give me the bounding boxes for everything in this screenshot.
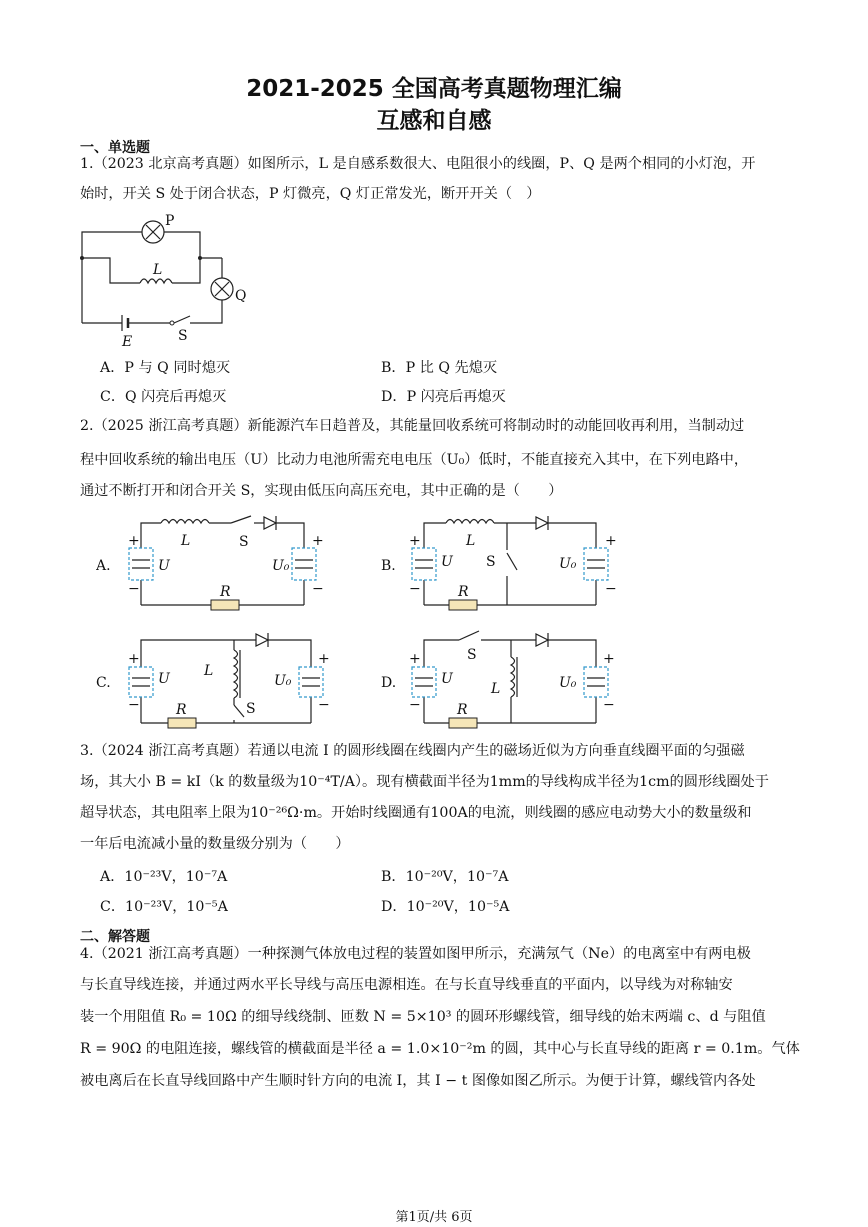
circuit-label-minus: − <box>128 697 140 713</box>
lamp-p-label: P <box>165 213 175 229</box>
q1-line1: 1.（2023 北京高考真题）如图所示，L 是自感系数很大、电阻很小的线圈，P、Q 是两个相同的小灯泡，开 <box>80 156 756 172</box>
q1-option-a: A．P 与 Q 同时熄灭 <box>100 360 231 376</box>
q1-option-c: C．Q 闪亮后再熄灭 <box>100 389 227 405</box>
circuit-label-s: S <box>246 701 256 717</box>
q1-line2: 始时，开关 S 处于闭合状态，P 灯微亮，Q 灯正常发光，断开开关（ ） <box>80 186 541 202</box>
circuit-label-minus: − <box>605 581 617 597</box>
circuit-label-r: R <box>458 584 469 600</box>
circuit-label-minus: − <box>409 581 421 597</box>
circuit-label-l: L <box>466 533 476 549</box>
q2-line2: 程中回收系统的输出电压（U）比动力电池所需充电电压（U₀）低时，不能直接充入其中，在下列电路中， <box>80 452 749 468</box>
circuit-label-r: R <box>457 702 468 718</box>
q4-line1: 4.（2021 浙江高考真题）一种探测气体放电过程的装置如图甲所示，充满氖气（Ne）的电离室中有两电极 <box>80 946 751 962</box>
circuit-label-u: U <box>441 671 453 687</box>
circuit-label-minus: − <box>312 581 324 597</box>
q4-line4: R = 90Ω 的电阻连接，螺线管的横截面是半径 a = 1.0×10⁻²m 的圆，其中心与长直导线的距离 r = 0.1m。气体 <box>80 1041 800 1057</box>
q2-line3: 通过不断打开和闭合开关 S，实现由低压向高压充电，其中正确的是（ ） <box>80 483 563 499</box>
q3-option-b: B．10⁻²⁰V，10⁻⁷A <box>381 869 509 885</box>
q4-line2: 与长直导线连接，并通过两水平长导线与高压电源相连。在与长直导线垂直的平面内，以导线为对称轴安 <box>80 977 733 993</box>
q3-line2: 场，其大小 B = kI（k 的数量级为10⁻⁴T/A）。现有横截面半径为1mm的导线构成半径为1cm的圆形线圈处于 <box>80 774 769 790</box>
page-footer: 第1页/共 6页 <box>395 1210 473 1225</box>
circuit-label-plus: + <box>605 533 617 549</box>
lamp-q-label: Q <box>235 288 247 304</box>
circuit-label-plus: + <box>409 533 421 549</box>
q2-circuit-c <box>96 625 336 735</box>
circuit-label-u0: U₀ <box>559 556 577 572</box>
circuit-label-u: U <box>441 554 453 570</box>
circuit-label-r: R <box>220 584 231 600</box>
circuit-label-plus: + <box>409 651 421 667</box>
q4-line3: 装一个用阻值 R₀ = 10Ω 的细导线绕制、匝数 N = 5×10³ 的圆环形螺线管，细导线的始末两端 c、d 与阻值 <box>80 1009 766 1025</box>
circuit-label-plus: + <box>128 533 140 549</box>
circuit-label-r: R <box>176 702 187 718</box>
q3-option-c: C．10⁻²³V，10⁻⁵A <box>100 899 228 915</box>
section-answer: 二、解答题 <box>80 929 150 945</box>
battery-e-label: E <box>122 334 133 350</box>
document-title: 2021-2025 全国高考真题物理汇编 <box>246 76 622 102</box>
circuit-label-l: L <box>181 533 191 549</box>
circuit-label-minus: − <box>318 697 330 713</box>
switch-s-label: S <box>178 328 188 344</box>
q3-option-d: D．10⁻²⁰V，10⁻⁵A <box>381 899 510 915</box>
document-subtitle: 互感和自感 <box>376 108 492 134</box>
q1-option-b: B．P 比 Q 先熄灭 <box>381 360 498 376</box>
circuit-label-s: S <box>486 554 496 570</box>
circuit-label-l: L <box>204 663 214 679</box>
q2-circuit-b <box>381 508 621 618</box>
q1-option-d: D．P 闪亮后再熄灭 <box>381 389 506 405</box>
q2-circuit-a <box>96 508 336 618</box>
q2-circuit-d <box>381 625 621 735</box>
circuit-label-u0: U₀ <box>274 673 292 689</box>
circuit-label-plus: + <box>318 651 330 667</box>
coil-l-label: L <box>153 262 163 278</box>
circuit-label-s: S <box>239 534 249 550</box>
circuit-label-minus: − <box>603 697 615 713</box>
circuit-label-c: C. <box>96 675 111 691</box>
circuit-label-plus: + <box>603 651 615 667</box>
circuit-label-u0: U₀ <box>272 558 290 574</box>
circuit-label-u0: U₀ <box>559 675 577 691</box>
circuit-label-l: L <box>491 681 501 697</box>
q1-circuit-figure <box>70 210 260 350</box>
circuit-label-d: D. <box>381 675 397 691</box>
circuit-label-u: U <box>158 671 170 687</box>
q3-line1: 3.（2024 浙江高考真题）若通以电流 I 的圆形线圈在线圈内产生的磁场近似为方向垂直线圈平面的匀强磁 <box>80 743 745 759</box>
section-single-choice: 一、单选题 <box>80 140 150 156</box>
q4-line5: 被电离后在长直导线回路中产生顺时针方向的电流 I，其 I − t 图像如图乙所示。为便于计算，螺线管内各处 <box>80 1073 756 1089</box>
circuit-label-plus: + <box>312 533 324 549</box>
q2-line1: 2.（2025 浙江高考真题）新能源汽车日趋普及，其能量回收系统可将制动时的动能回收再利用，当制动过 <box>80 418 745 434</box>
circuit-label-minus: − <box>128 581 140 597</box>
circuit-label-u: U <box>158 558 170 574</box>
circuit-label-a: A. <box>96 558 111 574</box>
circuit-label-minus: − <box>409 697 421 713</box>
q3-line3: 超导状态，其电阻率上限为10⁻²⁶Ω·m。开始时线圈通有100A的电流，则线圈的感应电动势大小的数量级和 <box>80 805 752 821</box>
q3-option-a: A．10⁻²³V，10⁻⁷A <box>100 869 228 885</box>
circuit-label-b: B. <box>381 558 396 574</box>
q3-line4: 一年后电流减小量的数量级分别为（ ） <box>80 836 350 852</box>
circuit-label-plus: + <box>128 651 140 667</box>
circuit-label-s: S <box>467 647 477 663</box>
